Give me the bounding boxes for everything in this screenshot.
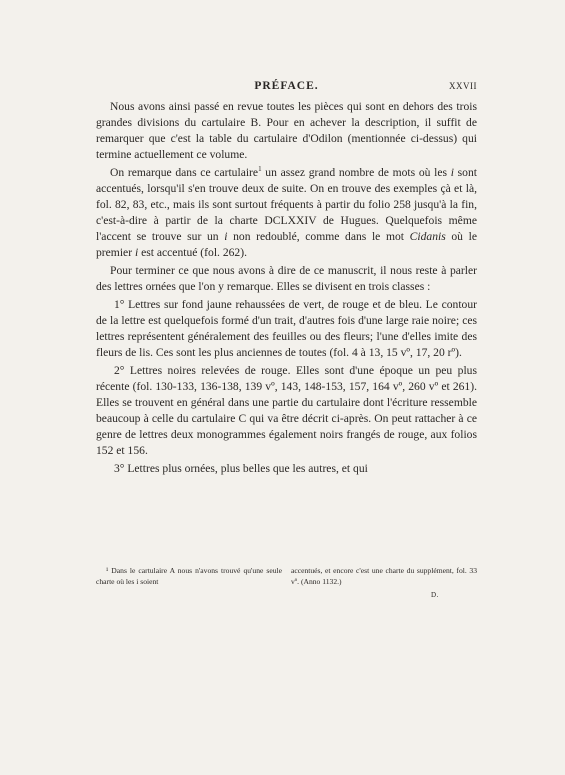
text-run: où le premier — [96, 230, 477, 260]
italic-letter: i — [450, 165, 454, 179]
text-run: non redoublé, comme dans le mot — [227, 230, 410, 244]
signature-mark: D. — [431, 591, 439, 599]
list-item: 2° Lettres noires relevées de rouge. Elles sont d'une époque un peu plus récente (fol. 130-133, 136-138, 139 vº, 143, 148-153, 157, 164 vº, 260 vº et 261). Elles se trouvent en général dans une partie du cartulaire dont l'écriture ressemble beaucoup à celle du cartulaire C qui va être décrit ci-après. On peut rattacher à ce genre de lettres deux monogrammes également noirs frangés de rouge, aux folios 152 et 156. — [96, 363, 477, 457]
paragraph — [96, 165, 477, 262]
footnotes — [96, 566, 477, 587]
text-run: On remarque dans ce cartulaire — [110, 165, 259, 179]
body-text — [96, 99, 477, 478]
italic-letter: i — [224, 230, 228, 244]
page-title: PRÉFACE. — [254, 80, 319, 92]
italic-word: Cidanis — [409, 230, 446, 244]
footnote-reference: 1 — [258, 165, 262, 174]
text-run: est accentué (fol. 262). — [138, 246, 247, 260]
text-run: sont accentués, lorsqu'il s'en trouve deux de suite. On en trouve des exemples çà et là, fol. 82, 83, etc., mais ils sont surtout fréquents à partir du folio 258 jusqu'à la fin, c'est-à-dire à partir de la charte DCLXXIV de Hugues. Quelquefois même l'accent se trouve sur un — [96, 165, 477, 244]
italic-letter: i — [134, 246, 139, 260]
running-header — [96, 80, 477, 96]
paragraph: Pour terminer ce que nous avons à dire de ce manuscrit, il nous reste à parler des lettres ornées que l'on y remarque. Elles se divisent en trois classes : — [96, 263, 477, 294]
list-item: 3° Lettres plus ornées, plus belles que les autres, et qui — [114, 461, 368, 475]
text-run: un assez grand nombre de mots où les — [261, 165, 451, 179]
list-item: 1° Lettres sur fond jaune rehaussées de vert, de rouge et de bleu. Le contour de la lettre est quelquefois formé d'un trait, d'autres fois d'une large raie noire; ces lettres représentent généralement des feuilles ou des fleurs; l'une d'elles imite des fleurs de lis. Ces sont les plus anciennes de toutes (fol. 4 à 13, 15 vº, 17, 20 rº). — [96, 297, 477, 359]
page-number: XXVII — [449, 81, 477, 91]
footnote-column: ¹ Dans le cartulaire A nous n'avons trouvé qu'une seule charte où les i soient — [96, 566, 282, 586]
paragraph: Nous avons ainsi passé en revue toutes les pièces qui sont en dehors des trois grandes divisions du cartulaire B. Pour en achever la description, il suffit de remarquer que c'est la table du cartulaire d'Odilon (mentionnée ci-dessus) qui termine actuellement ce volume. — [96, 100, 477, 162]
footnote-column: accentués, et encore c'est une charte du supplément, fol. 33 vº. (Anno 1132.) — [291, 566, 477, 586]
